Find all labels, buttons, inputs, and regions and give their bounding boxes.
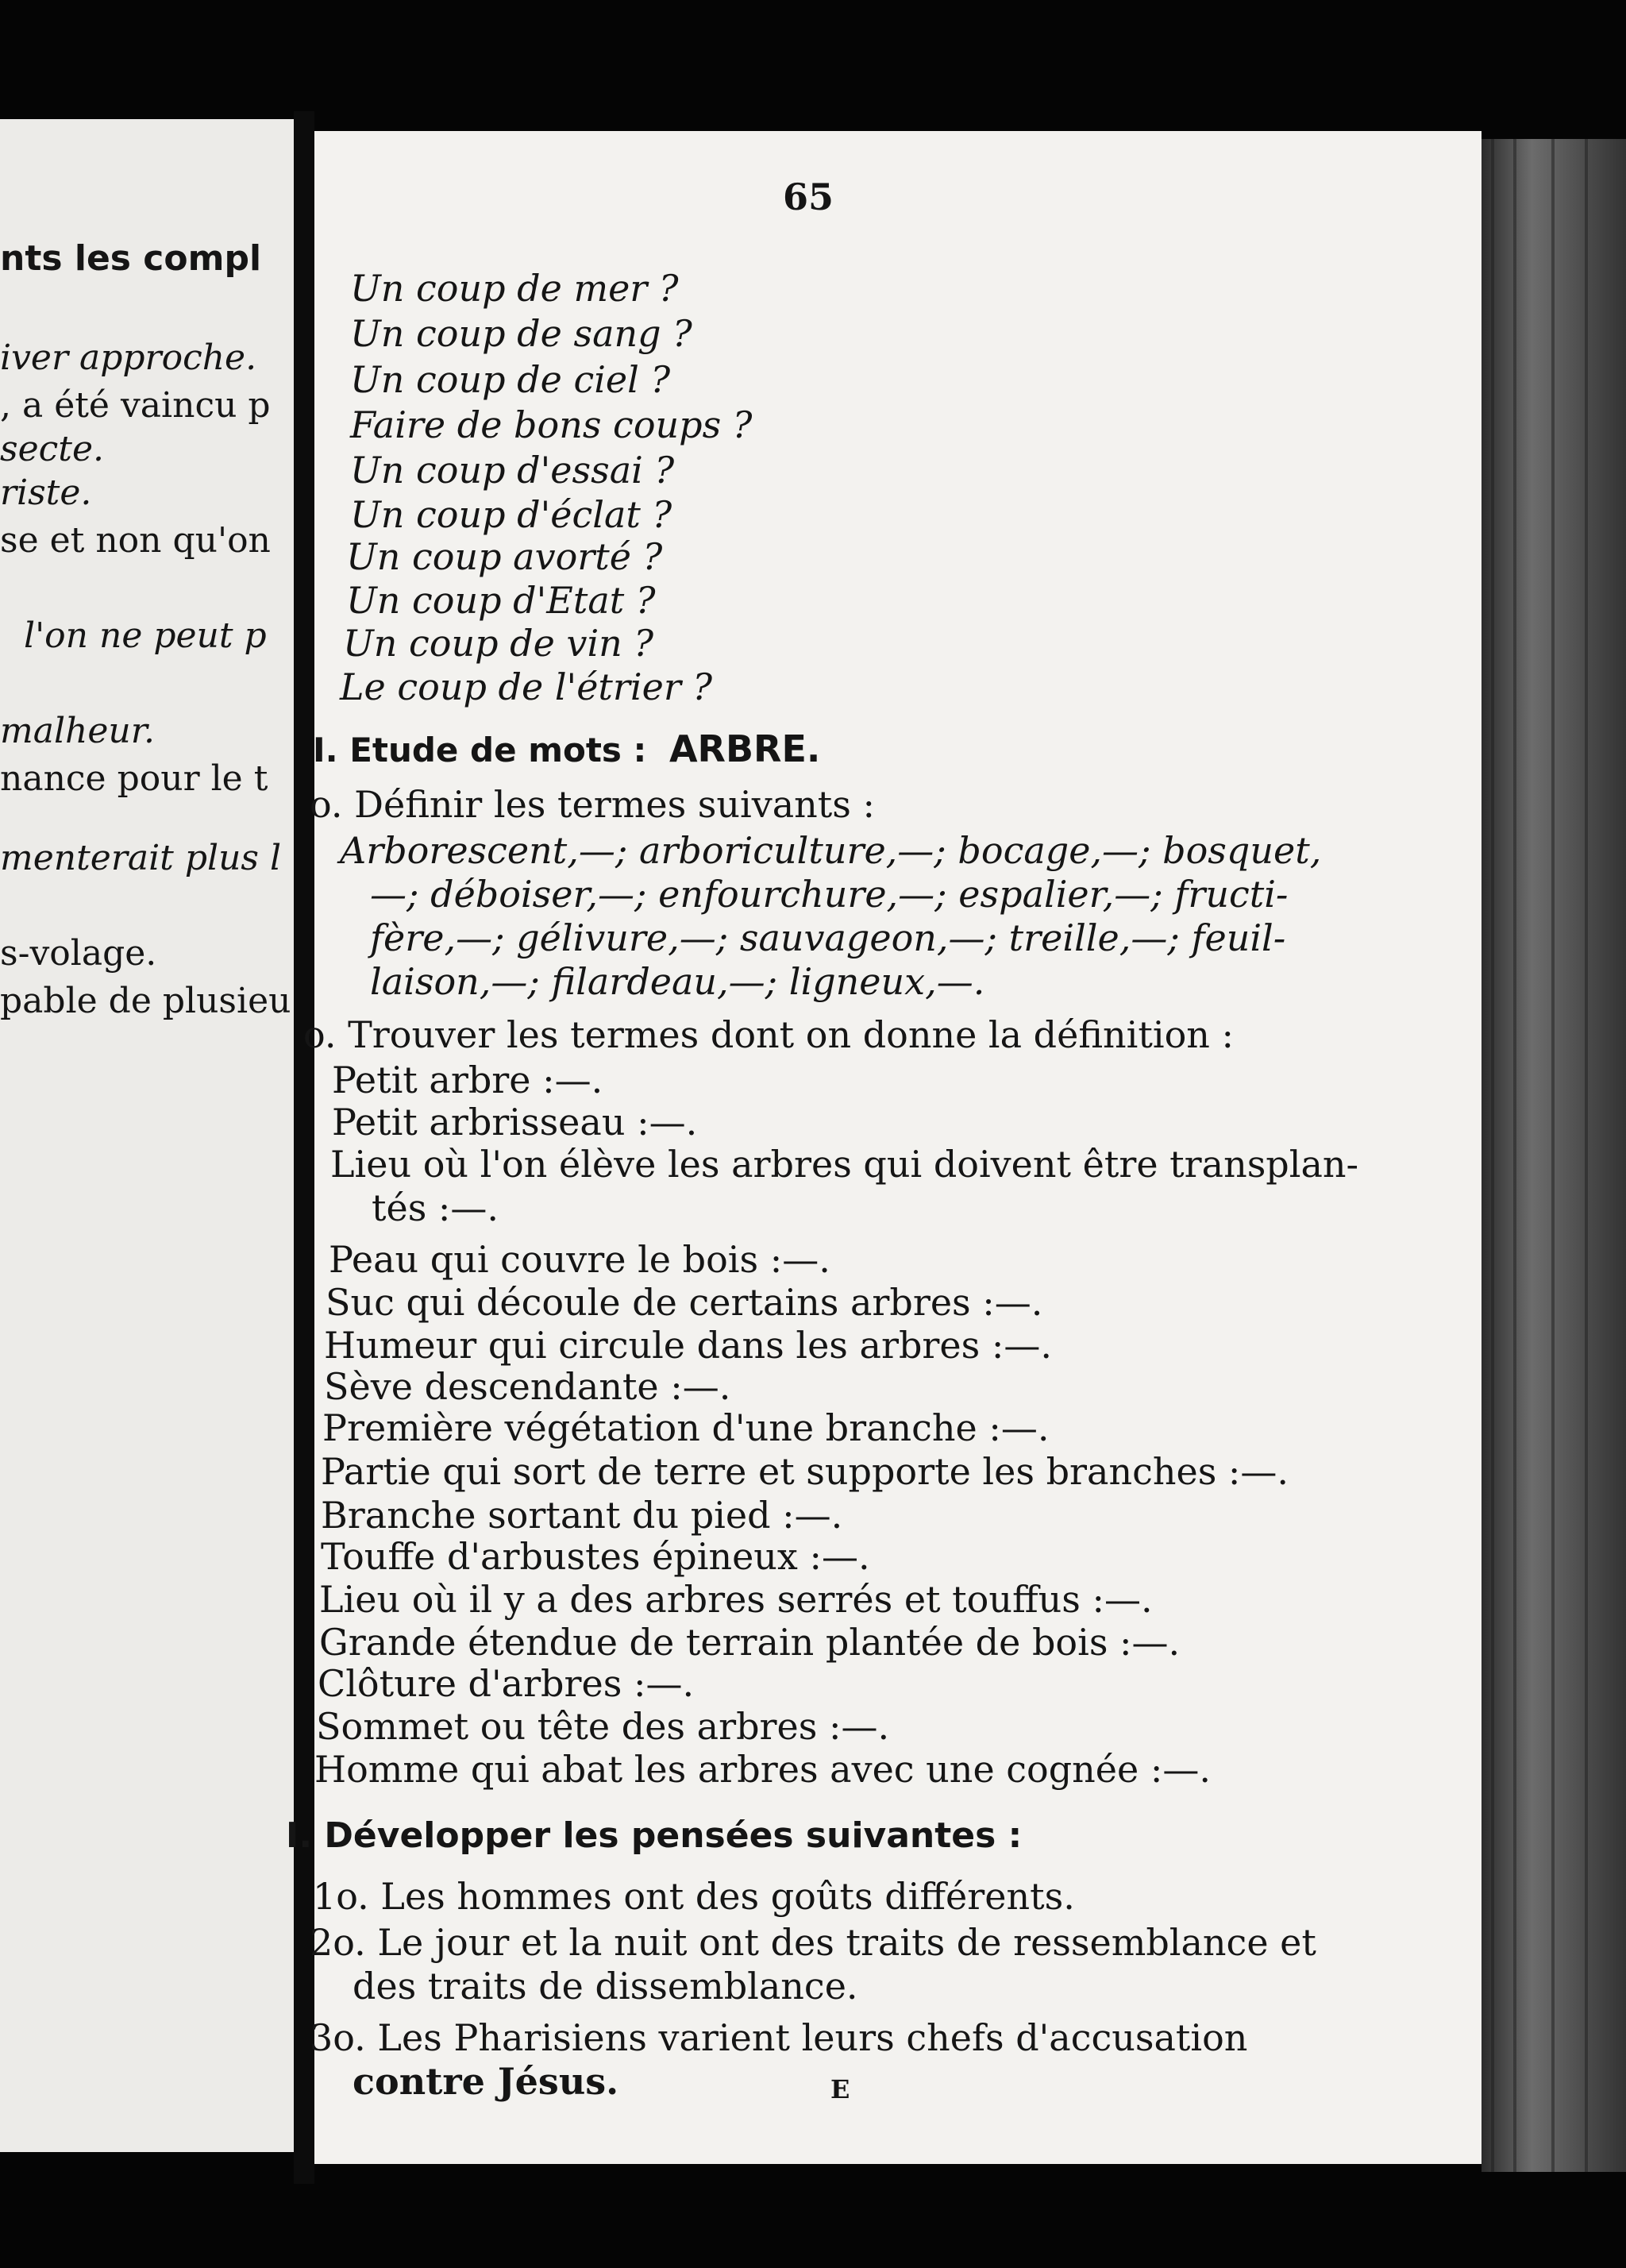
definition-item: Petit arbrisseau :—. [332,1101,698,1144]
definition-item: Partie qui sort de terre et supporte les branches :—. [321,1450,1289,1493]
terms-line: Arborescent,—; arboriculture,—; bocage,—; bosquet, [340,829,1322,872]
part-label: o. Définir les termes suivants : [310,783,875,826]
terms-line: laison,—; filardeau,—; ligneux,—. [370,960,985,1003]
terms-line: fère,—; gélivure,—; sauvageon,—; treille,—; feuil- [370,916,1286,959]
coup-item: Un coup de sang ? [350,312,692,355]
definition-item: Branche sortant du pied :—. [321,1494,843,1537]
definition-item: Suc qui découle de certains arbres :—. [326,1281,1043,1324]
left-line: s-volage. [0,933,157,974]
pensee-item: 1o. Les hommes ont des goûts différents. [313,1875,1075,1918]
definition-item: Touffe d'arbustes épineux :—. [321,1535,870,1578]
definition-item: Grande étendue de terrain plantée de bois :—. [319,1621,1181,1664]
coup-item: Un coup d'essai ? [350,449,675,492]
definition-item: Petit arbre :—. [332,1059,603,1101]
coup-item: Faire de bons coups ? [350,403,753,446]
page-number: 65 [783,176,834,218]
coup-item: Un coup de ciel ? [350,358,671,401]
part-label: o. Trouver les termes dont on donne la définition : [303,1013,1235,1056]
left-line: malheur. [0,711,155,751]
page-edge-stack [1482,139,1626,2172]
left-line: nance pour le t [0,758,268,799]
definition-item: Sommet ou tête des arbres :—. [316,1705,890,1748]
section-heading [313,727,821,770]
coup-item: Un coup de mer ? [350,267,679,310]
right-page [286,131,1482,2164]
definition-item: Homme qui abat les arbres avec une cognée :—. [314,1748,1211,1791]
definition-item: tés :—. [372,1186,499,1229]
left-line: nts les compl [0,238,262,279]
coup-item: Un coup de vin ? [343,622,654,665]
signature-mark: E [830,2074,850,2104]
left-line: iver approche. [0,338,257,378]
pensee-item: contre Jésus. [353,2060,619,2103]
book-gutter [294,111,314,2184]
definition-item: Première végétation d'une branche :—. [322,1406,1050,1449]
definition-item: Peau qui couvre le bois :—. [329,1238,830,1281]
left-line: secte. [0,429,104,469]
pensee-item: des traits de dissemblance. [353,1965,858,2008]
pensee-item: 2o. Le jour et la nuit ont des traits de ressemblance et [310,1921,1316,1964]
left-line: menterait plus l [0,838,282,878]
left-line: l'on ne peut p [24,615,267,656]
definition-item: Lieu où il y a des arbres serrés et touffus :—. [319,1578,1153,1621]
left-page-fragment [0,119,294,2152]
terms-line: —; déboiser,—; enfourchure,—; espalier,—; fructi- [370,873,1289,916]
pensee-item: 3o. Les Pharisiens varient leurs chefs d'accusation [310,2016,1248,2059]
left-line: se et non qu'on [0,520,271,561]
definition-item: Humeur qui circule dans les arbres :—. [324,1324,1052,1367]
left-line: , a été vaincu p [0,385,271,426]
definition-item: Clôture d'arbres :—. [318,1662,695,1705]
heading-prefix: I. Etude de mots : [313,731,647,770]
definition-item: Sève descendante :—. [324,1365,731,1408]
coup-item: Un coup d'éclat ? [350,493,672,536]
coup-item: Un coup avorté ? [346,535,663,578]
heading-word: ARBRE. [669,727,821,770]
left-line: riste. [0,472,92,513]
definition-item: Lieu où l'on élève les arbres qui doivent être transplan- [330,1143,1359,1186]
coup-item: Le coup de l'étrier ? [340,665,713,708]
section-heading: I. Développer les pensées suivantes : [286,1815,1023,1856]
coup-item: Un coup d'Etat ? [346,579,656,622]
left-line: pable de plusieu [0,981,291,1021]
